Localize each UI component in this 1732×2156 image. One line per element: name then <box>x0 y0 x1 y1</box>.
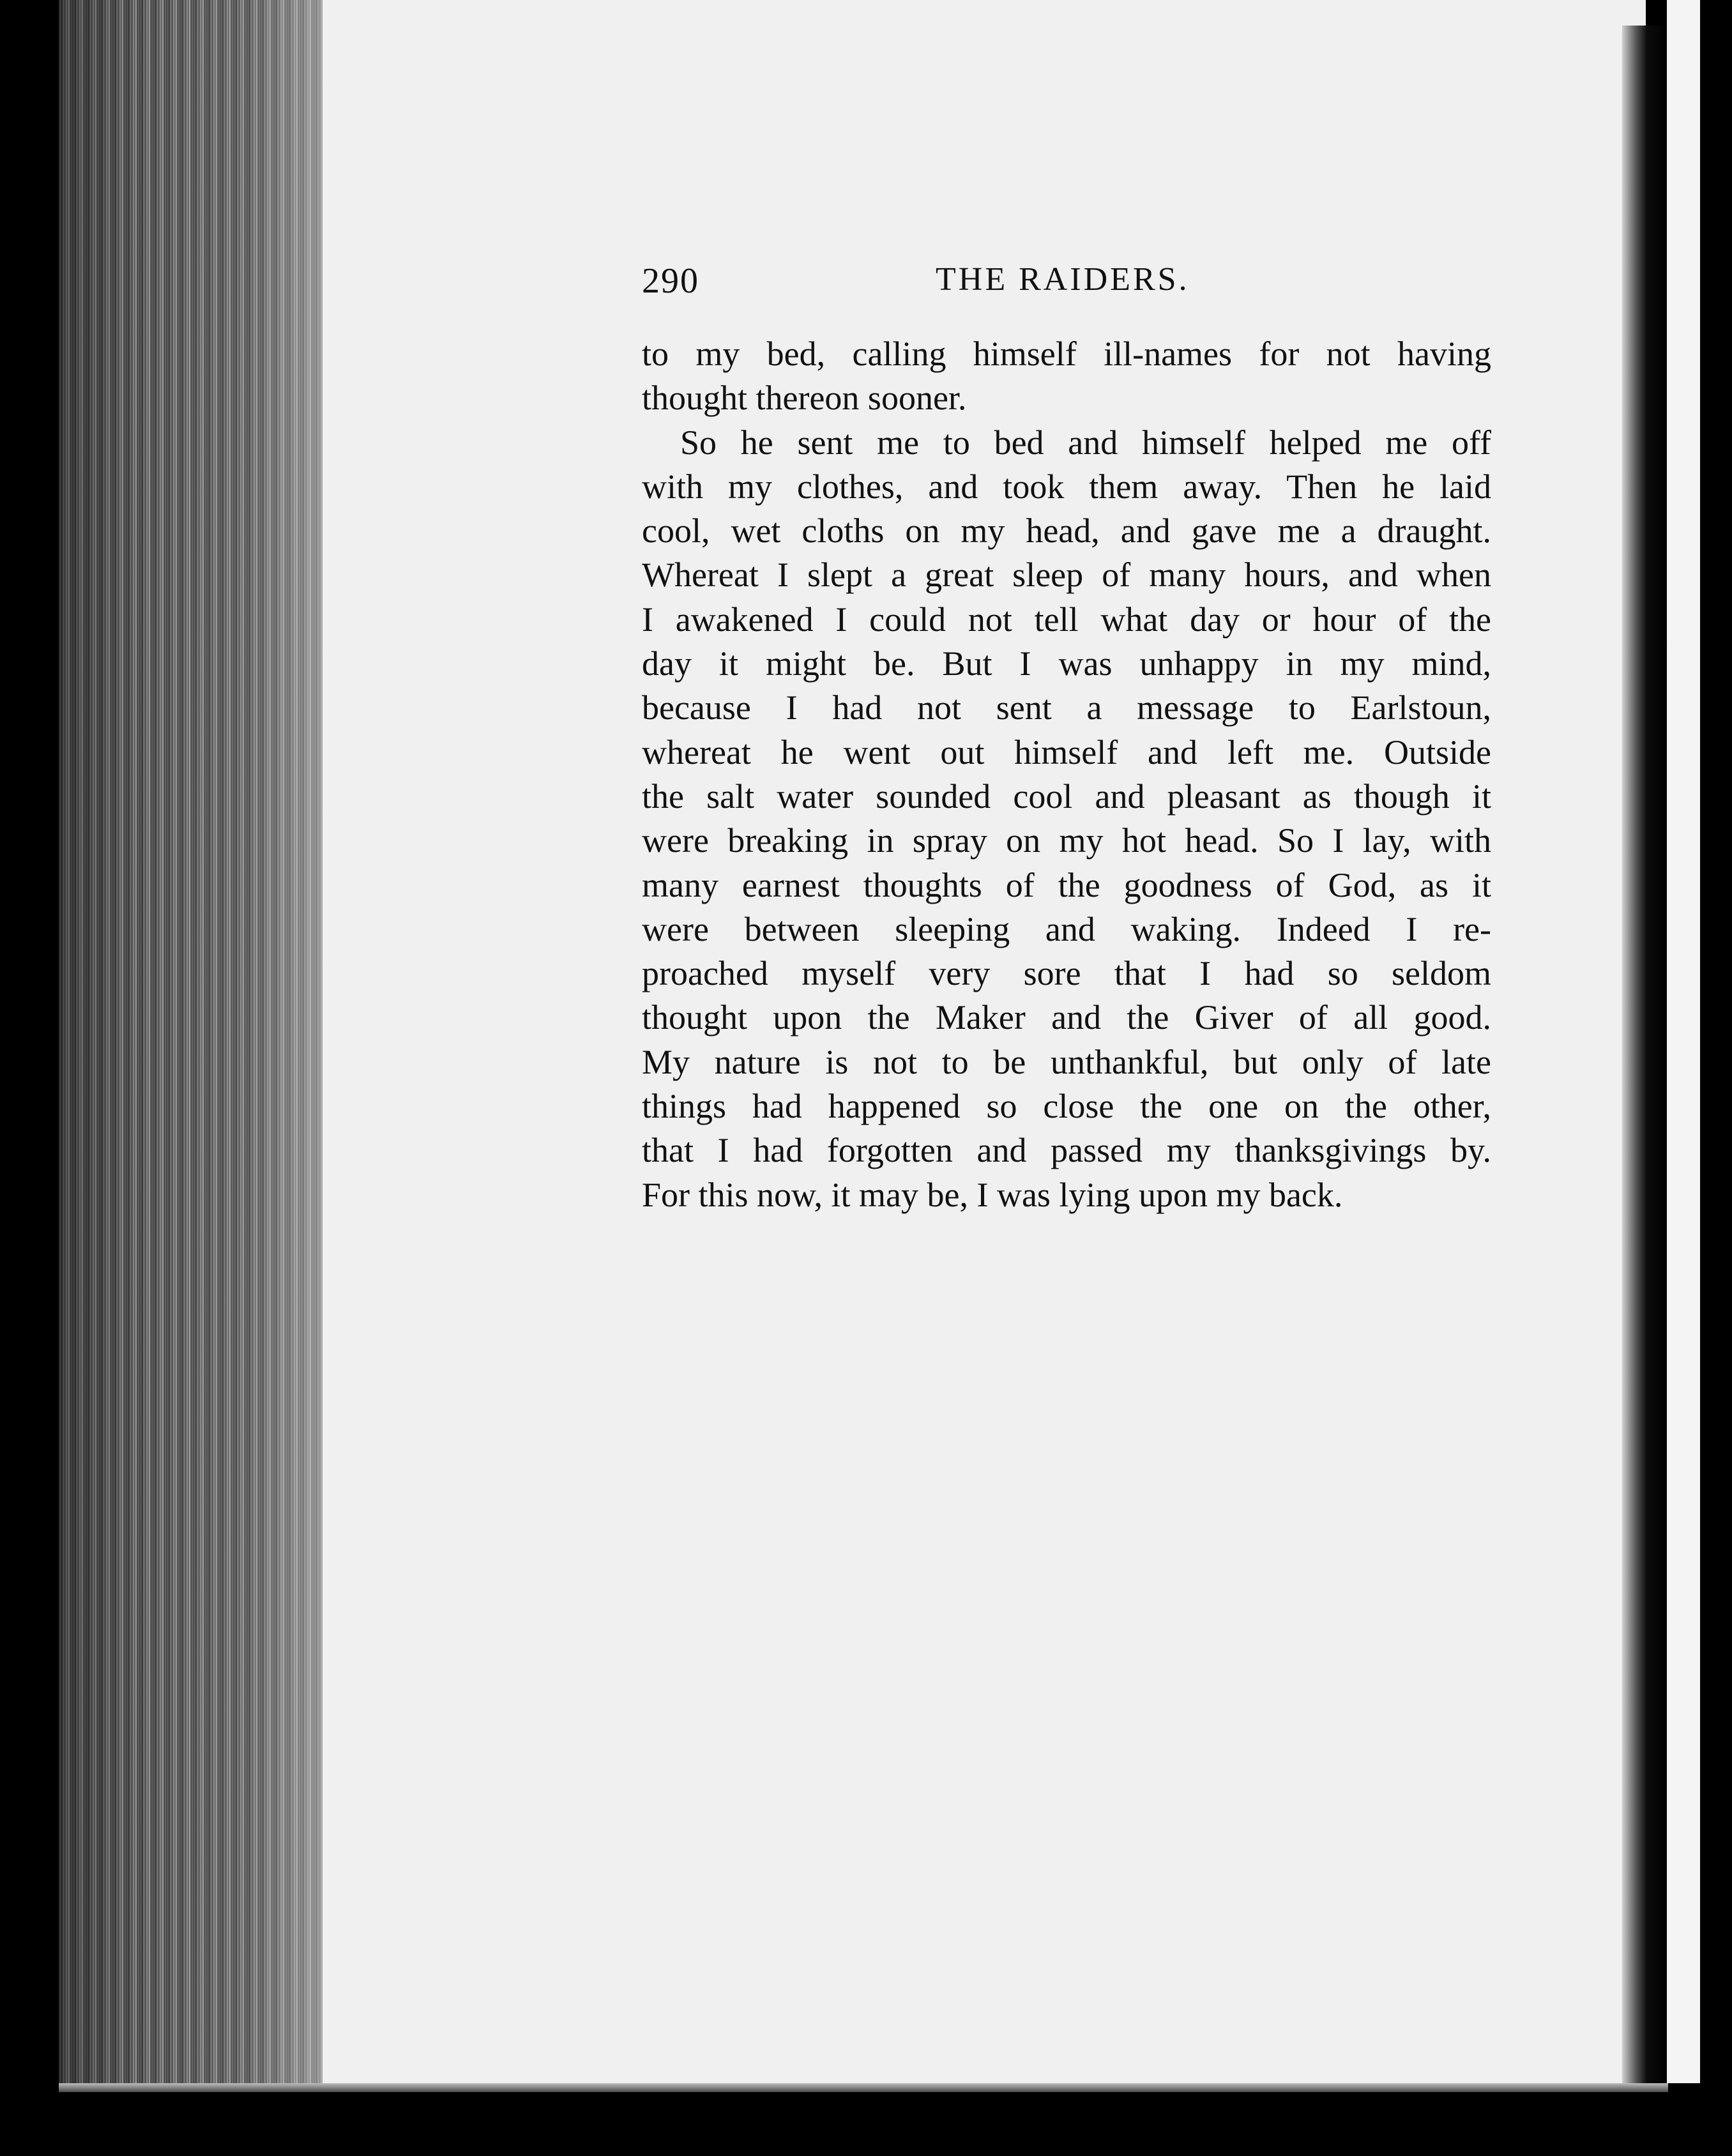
page-bottom-edge <box>59 2083 1668 2092</box>
text-line: with my clothes, and took them away. Then he laid <box>642 467 1491 506</box>
text-line: were breaking in spray on my hot head. So I lay, with <box>642 821 1491 860</box>
book-page-edges <box>59 0 327 2085</box>
binding-shadow <box>1622 26 1667 2088</box>
text-line: Whereat I slept a great sleep of many hours, and when <box>642 556 1491 595</box>
text-line: proached myself very sore that I had so seldom <box>642 954 1491 993</box>
text-line: that I had forgotten and passed my thanksgivings by. <box>642 1131 1491 1170</box>
text-line: thought upon the Maker and the Giver of all good. <box>642 998 1491 1037</box>
text-line: So he sent me to bed and himself helped me off <box>680 423 1491 462</box>
text-line: whereat he went out himself and left me. Outside <box>642 733 1491 771</box>
text-line: cool, wet cloths on my head, and gave me a draught. <box>642 512 1491 550</box>
text-line: were between sleeping and waking. Indeed I re- <box>642 909 1491 948</box>
text-line: I awakened I could not tell what day or hour of the <box>642 600 1491 639</box>
text-line: many earnest thoughts of the goodness of God, as it <box>642 865 1491 904</box>
text-line: thought thereon sooner. <box>642 379 967 418</box>
text-line: My nature is not to be unthankful, but only of late <box>642 1042 1491 1081</box>
running-title: THE RAIDERS. <box>936 261 1190 298</box>
page-number: 290 <box>642 261 699 301</box>
text-line: day it might be. But I was unhappy in my mind, <box>642 644 1491 683</box>
text-line: the salt water sounded cool and pleasant as though it <box>642 777 1491 816</box>
facing-page-edge <box>1667 0 1700 2083</box>
body-text <box>642 332 1491 1217</box>
text-line: things had happened so close the one on the other, <box>642 1087 1491 1126</box>
text-line: For this now, it may be, I was lying upon my back. <box>642 1175 1343 1214</box>
text-line: because I had not sent a message to Earlstoun, <box>642 688 1491 727</box>
text-line: to my bed, calling himself ill-names for not having <box>642 335 1491 373</box>
running-header <box>642 261 1491 312</box>
scan-border <box>1700 0 1732 2156</box>
